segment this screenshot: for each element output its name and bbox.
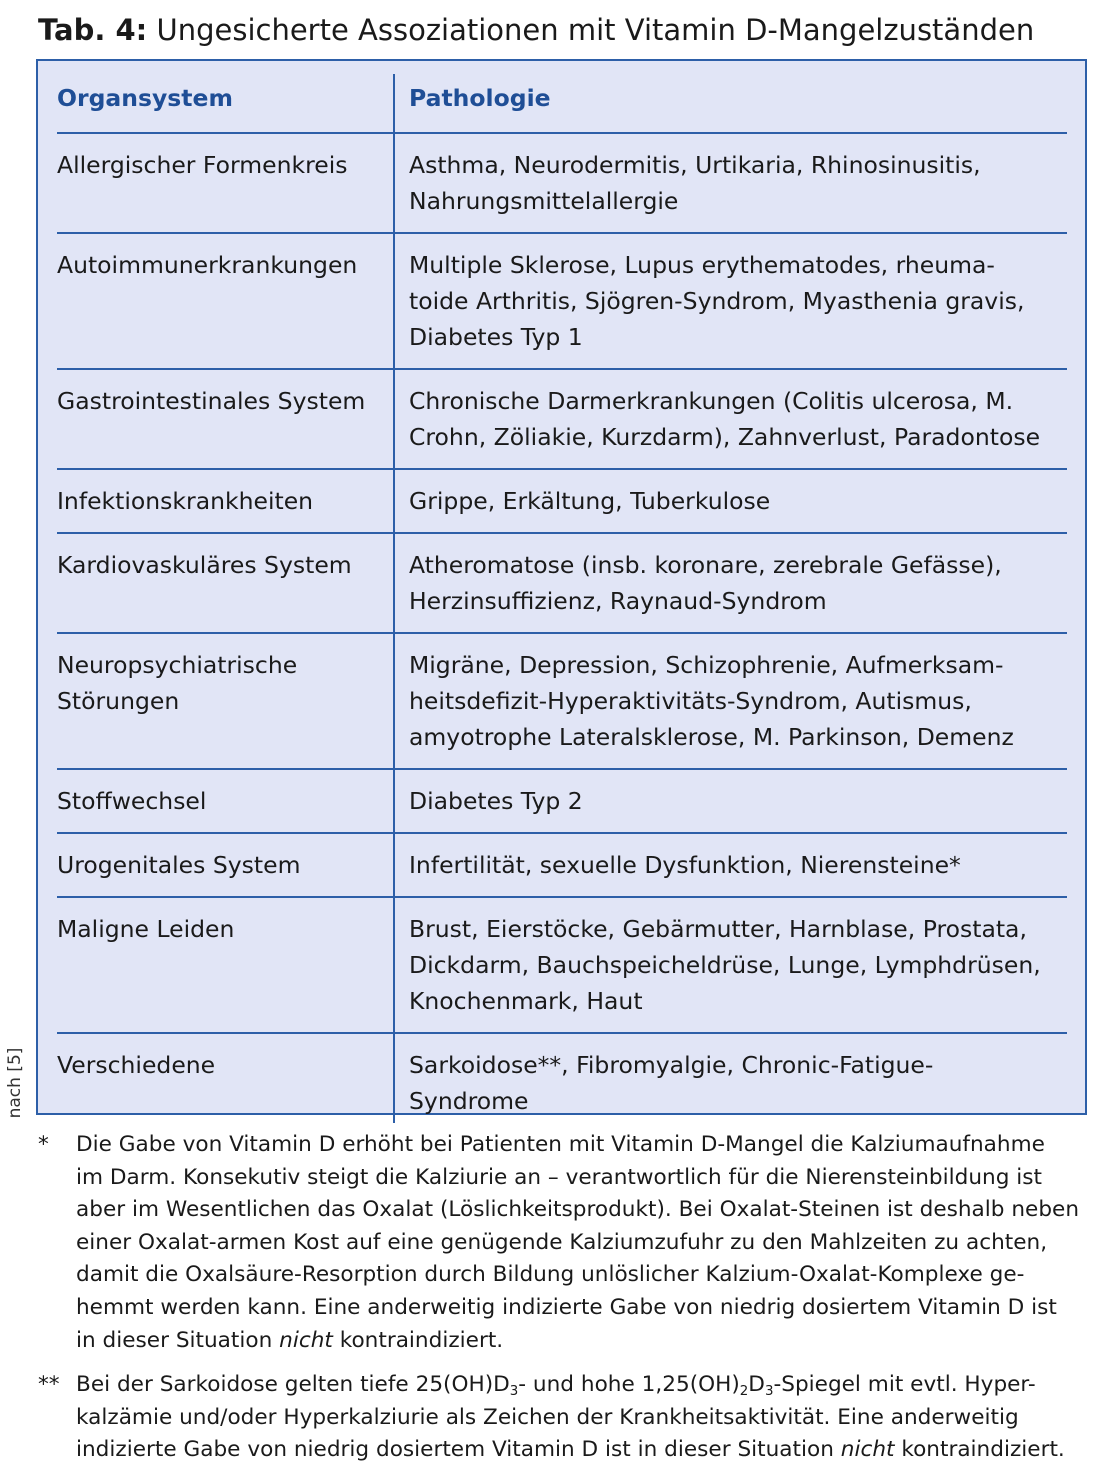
pathologie-cell xyxy=(394,1033,1067,1123)
table-number: Tab. 4: xyxy=(38,13,148,47)
organsystem-line: Kardiovaskuläres System xyxy=(57,551,352,579)
pathologie-line: toide Arthritis, Sjögren-Syndrom, Myasthenia gravis, xyxy=(409,287,1025,315)
fn2-sub-c: 3 xyxy=(764,1384,774,1400)
table-row xyxy=(57,533,1067,633)
pathologie-line: Syndrome xyxy=(409,1087,529,1115)
pathologie-line: Diabetes Typ 2 xyxy=(409,787,583,815)
footnote-2-emphasis: nicht xyxy=(840,1437,895,1463)
table-row xyxy=(57,1033,1067,1123)
footnote-1-line: im Darm. Konsekutiv steigt die Kalziurie an – verantwortlich für die Nierensteinbildung ist xyxy=(76,1164,1042,1190)
source-label: nach [5] xyxy=(5,1047,25,1119)
footnote-1-line: damit die Oxalsäure-Resorption durch Bildung unlöslicher Kalzium-Oxalat-Komplexe ge- xyxy=(76,1262,1025,1288)
organsystem-cell xyxy=(57,633,394,769)
pathologie-line: Chronische Darmerkrankungen (Colitis ulcerosa, M. xyxy=(409,387,1014,415)
organsystem-line: Stoffwechsel xyxy=(57,787,207,815)
pathologie-line: Grippe, Erkältung, Tuberkulose xyxy=(409,487,771,515)
fn2-last-post: kontraindiziert. xyxy=(894,1437,1065,1463)
pathologie-line: Diabetes Typ 1 xyxy=(409,323,583,351)
fn2-sub-b: 2 xyxy=(739,1384,749,1400)
association-table xyxy=(57,74,1067,1123)
fn2-last-pre: indizierte Gabe von niedrig dosiertem Vitamin D ist in dieser Situation xyxy=(76,1437,841,1463)
footnote-2-line xyxy=(76,1369,1088,1402)
fn2-text-b: - und hohe 1,25(OH) xyxy=(518,1372,740,1398)
pathologie-line: Knochenmark, Haut xyxy=(409,987,643,1015)
table-row xyxy=(57,633,1067,769)
footnote-2-text xyxy=(76,1369,1088,1467)
pathologie-cell xyxy=(394,633,1067,769)
header-pathologie: Pathologie xyxy=(394,74,1067,133)
pathologie-cell xyxy=(394,233,1067,369)
organsystem-cell xyxy=(57,1033,394,1123)
table-row xyxy=(57,233,1067,369)
table-body xyxy=(57,133,1067,1123)
table-row xyxy=(57,833,1067,897)
pathologie-line: heitsdefizit-Hyperaktivitäts-Syndrom, Autismus, xyxy=(409,687,972,715)
organsystem-cell xyxy=(57,469,394,533)
fn2-text-d: -Spiegel mit evtl. Hyper- xyxy=(773,1372,1036,1398)
footnote-1-line: hemmt werden kann. Eine anderweitig indizierte Gabe von niedrig dosiertem Vitamin D ist xyxy=(76,1294,1057,1320)
organsystem-line: Neuropsychiatrische xyxy=(57,651,298,679)
footnote-1-line: einer Oxalat-armen Kost auf eine genügende Kalziumzufuhr zu den Mahlzeiten zu achten, xyxy=(76,1229,1048,1255)
footnote-1-line xyxy=(76,1325,1088,1358)
organsystem-cell xyxy=(57,133,394,233)
table-row xyxy=(57,369,1067,469)
organsystem-line: Allergischer Formenkreis xyxy=(57,151,348,179)
footnote-2-line xyxy=(76,1434,1088,1467)
organsystem-cell xyxy=(57,369,394,469)
footnote-1-last-pre: in dieser Situation xyxy=(76,1327,280,1353)
fn2-text-a: Bei der Sarkoidose gelten tiefe 25(OH)D xyxy=(76,1372,510,1398)
footnote-2-line: kalzämie und/oder Hyperkalziurie als Zeichen der Krankheitsaktivität. Eine anderweitig xyxy=(76,1404,1019,1430)
organsystem-cell xyxy=(57,533,394,633)
pathologie-cell xyxy=(394,133,1067,233)
organsystem-cell xyxy=(57,833,394,897)
footnote-1-text xyxy=(76,1129,1088,1357)
table-row xyxy=(57,769,1067,833)
footnotes xyxy=(38,1129,1088,1467)
pathologie-line: Asthma, Neurodermitis, Urtikaria, Rhinosinusitis, xyxy=(409,151,981,179)
footnote-1-line: Die Gabe von Vitamin D erhöht bei Patienten mit Vitamin D-Mangel die Kalziumaufnahme xyxy=(76,1132,1045,1157)
pathologie-line: Infertilität, sexuelle Dysfunktion, Nierensteine* xyxy=(409,851,961,879)
footnote-1-emphasis: nicht xyxy=(279,1327,333,1353)
pathologie-line: Brust, Eierstöcke, Gebärmutter, Harnblase, Prostata, xyxy=(409,915,1027,943)
header-organsystem: Organsystem xyxy=(57,84,233,112)
pathologie-cell xyxy=(394,769,1067,833)
source-note xyxy=(4,1048,26,1118)
table-title xyxy=(38,10,1088,50)
pathologie-line: amyotrophe Lateralsklerose, M. Parkinson, Demenz xyxy=(409,723,1014,751)
pathologie-cell xyxy=(394,469,1067,533)
organsystem-line: Infektionskrankheiten xyxy=(57,487,314,515)
footnote-1 xyxy=(38,1129,1088,1357)
table-row xyxy=(57,469,1067,533)
footnote-1-marker: * xyxy=(38,1132,49,1157)
pathologie-line: Multiple Sklerose, Lupus erythematodes, rheuma- xyxy=(409,251,995,279)
organsystem-line: Autoimmunerkrankungen xyxy=(57,251,358,279)
table-caption: Ungesicherte Assoziationen mit Vitamin D-Mangelzuständen xyxy=(156,13,1035,47)
pathologie-cell xyxy=(394,533,1067,633)
organsystem-line: Verschiedene xyxy=(57,1051,216,1079)
pathologie-line: Crohn, Zöliakie, Kurzdarm), Zahnverlust, Paradontose xyxy=(409,423,1041,451)
pathologie-cell xyxy=(394,369,1067,469)
pathologie-line: Nahrungsmittelallergie xyxy=(409,187,679,215)
fn2-sub-a: 3 xyxy=(509,1384,519,1400)
pathologie-line: Herzinsuffizienz, Raynaud-Syndrom xyxy=(409,587,827,615)
footnote-1-last-post: kontraindiziert. xyxy=(332,1327,504,1353)
footnote-2 xyxy=(38,1369,1088,1467)
organsystem-line: Urogenitales System xyxy=(57,851,301,879)
pathologie-cell xyxy=(394,833,1067,897)
table-row xyxy=(57,897,1067,1033)
pathologie-cell xyxy=(394,897,1067,1033)
organsystem-line: Störungen xyxy=(57,687,180,715)
pathologie-line: Dickdarm, Bauchspeicheldrüse, Lunge, Lymphdrüsen, xyxy=(409,951,1041,979)
pathologie-line: Migräne, Depression, Schizophrenie, Aufmerksam- xyxy=(409,651,1004,679)
organsystem-cell xyxy=(57,769,394,833)
fn2-text-c: D xyxy=(748,1372,765,1398)
organsystem-line: Gastrointestinales System xyxy=(57,387,366,415)
organsystem-cell xyxy=(57,897,394,1033)
footnote-1-line: aber im Wesentlichen das Oxalat (Löslichkeitsprodukt). Bei Oxalat-Steinen ist deshalb neben xyxy=(76,1197,1080,1223)
pathologie-line: Atheromatose (insb. koronare, zerebrale Gefässe), xyxy=(409,551,1002,579)
table-box xyxy=(36,59,1087,1115)
organsystem-line: Maligne Leiden xyxy=(57,915,235,943)
pathologie-line: Sarkoidose**, Fibromyalgie, Chronic-Fatigue- xyxy=(409,1051,934,1079)
table-row xyxy=(57,133,1067,233)
organsystem-cell xyxy=(57,233,394,369)
footnote-2-marker: ** xyxy=(38,1372,60,1398)
